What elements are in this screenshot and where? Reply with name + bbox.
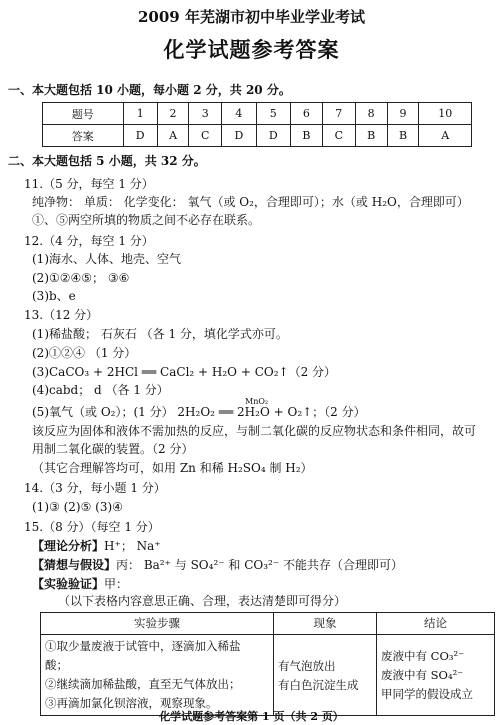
conclusion-cell (377, 635, 495, 716)
q14-heading: 14.（3 分，每小题 1 分） (24, 481, 166, 495)
q13-line8: （其它合理解答均可，如用 Zn 和稀 H₂SO₄ 制 H₂） (32, 461, 313, 475)
q13-heading: 13.（12 分） (24, 308, 99, 322)
step-3: ③再滴加氯化钡溶液，观察现象。 (45, 696, 218, 710)
q13-line4: (4)cabd； d （各 1 分） (32, 383, 169, 397)
step-1: ①取少量废液于试管中，逐滴加入稀盐 (45, 639, 241, 653)
experiment-table (40, 612, 495, 716)
table-row (43, 103, 472, 125)
q11-line1: 纯净物： 单质： 化学变化： 氧气（或 O₂，合理即可）；水（或 H₂O，合理即可） (32, 195, 469, 209)
step-2: ②继续滴加稀盐酸，直至无气体放出； (45, 677, 241, 691)
step-1-cont: 酸； (45, 658, 68, 672)
q13-line7: 用制二氧化碳的装置。（2 分） (32, 442, 194, 456)
steps-cell (41, 635, 274, 716)
table-cell: A (157, 125, 188, 147)
column-header-conclusion: 结论 (377, 613, 495, 635)
table-cell: D (222, 125, 256, 147)
column-header-phenomenon: 现象 (274, 613, 377, 635)
table-cell: 5 (256, 103, 290, 125)
catalyst-label: MnO₂ (245, 397, 269, 406)
q11-heading: 11.（5 分，每空 1 分） (24, 177, 154, 191)
q13-line2: (2)①②④ （1 分） (32, 346, 137, 360)
table-cell: B (355, 125, 387, 147)
row-label: 答案 (43, 125, 124, 147)
conclusion-3: 甲同学的假设成立 (381, 687, 473, 701)
experiment-verify (32, 576, 128, 592)
phenomenon-2: 有白色沉淀生成 (278, 678, 359, 692)
table-cell: B (387, 125, 419, 147)
q15-heading: 15.（8 分）（每空 1 分） (24, 520, 160, 534)
q13-line6: 该反应为固体和液体不需加热的反应，与制二氧化碳的反应物状态和条件相同，故可 (32, 424, 477, 438)
experiment-text: 甲： (104, 577, 129, 591)
conclusion-1: 废液中有 CO₃²⁻ (381, 649, 465, 663)
row-label: 题号 (43, 103, 124, 125)
table-row (41, 613, 495, 635)
table-cell: 9 (387, 103, 419, 125)
table-cell: 2 (157, 103, 188, 125)
theory-label: 【理论分析】 (32, 539, 105, 553)
hypothesis-text: 丙： Ba²⁺ 与 SO₄²⁻ 和 CO₃²⁻ 不能共存（合理即可） (116, 558, 404, 572)
table-cell: D (123, 125, 157, 147)
table-cell: 7 (322, 103, 355, 125)
theory-analysis (32, 538, 161, 554)
table-cell: 6 (290, 103, 322, 125)
hypothesis-label: 【猜想与假设】 (32, 558, 117, 572)
q12-line2: (2)①②④⑤； ③⑥ (32, 271, 130, 285)
exam-title: 2009 年芜湖市初中毕业学业考试 (138, 8, 365, 26)
q13-line1: (1)稀盐酸； 石灰石 （各 1 分，填化学式亦可。 (32, 327, 288, 341)
q14-line1: (1)③ (2)⑤ (3)④ (32, 500, 123, 514)
table-cell: D (256, 125, 290, 147)
theory-text: H⁺； Na⁺ (104, 539, 161, 553)
answer-table (42, 102, 472, 147)
section1-heading: 一、本大题包括 10 小题，每小题 2 分，共 20 分。 (8, 83, 291, 97)
phenomenon-cell (274, 635, 377, 716)
q12-heading: 12.（4 分，每空 1 分） (24, 234, 154, 248)
phenomenon-1: 有气泡放出 (278, 659, 336, 673)
table-cell: 10 (419, 103, 472, 125)
q13-line5: (5)氧气（或 O₂）；(1 分） 2H₂O₂ ══ 2H₂O + O₂↑；（2 分） (32, 405, 366, 419)
table-cell: 1 (123, 103, 157, 125)
table-cell: B (290, 125, 322, 147)
section2-heading: 二、本大题包括 5 小题，共 32 分。 (8, 154, 206, 168)
document-title: 化学试题参考答案 (163, 37, 340, 62)
q12-line1: (1)海水、人体、地壳、空气 (32, 252, 181, 266)
page-footer: 化学试题参考答案第 1 页（共 2 页） (159, 710, 344, 723)
table-cell: 4 (222, 103, 256, 125)
table-cell: A (419, 125, 472, 147)
table-cell: C (189, 125, 222, 147)
conclusion-2: 废液中有 SO₄²⁻ (381, 668, 464, 682)
table-row (43, 125, 472, 147)
q13-line3: (3)CaCO₃ + 2HCl ══ CaCl₂ + H₂O + CO₂↑（2 分） (32, 365, 337, 379)
q11-line2: ①、⑤两空所填的物质之间不必存在联系。 (32, 213, 261, 227)
q12-line3: (3)b、e (32, 289, 76, 303)
experiment-label: 【实验验证】 (32, 577, 105, 591)
table-cell: 3 (189, 103, 222, 125)
table-cell: C (322, 125, 355, 147)
table-cell: 8 (355, 103, 387, 125)
table-note: （以下表格内容意思正确、合理，表达清楚即可得分） (58, 594, 347, 608)
hypothesis (32, 557, 403, 573)
table-row (41, 635, 495, 716)
column-header-steps: 实验步骤 (41, 613, 274, 635)
